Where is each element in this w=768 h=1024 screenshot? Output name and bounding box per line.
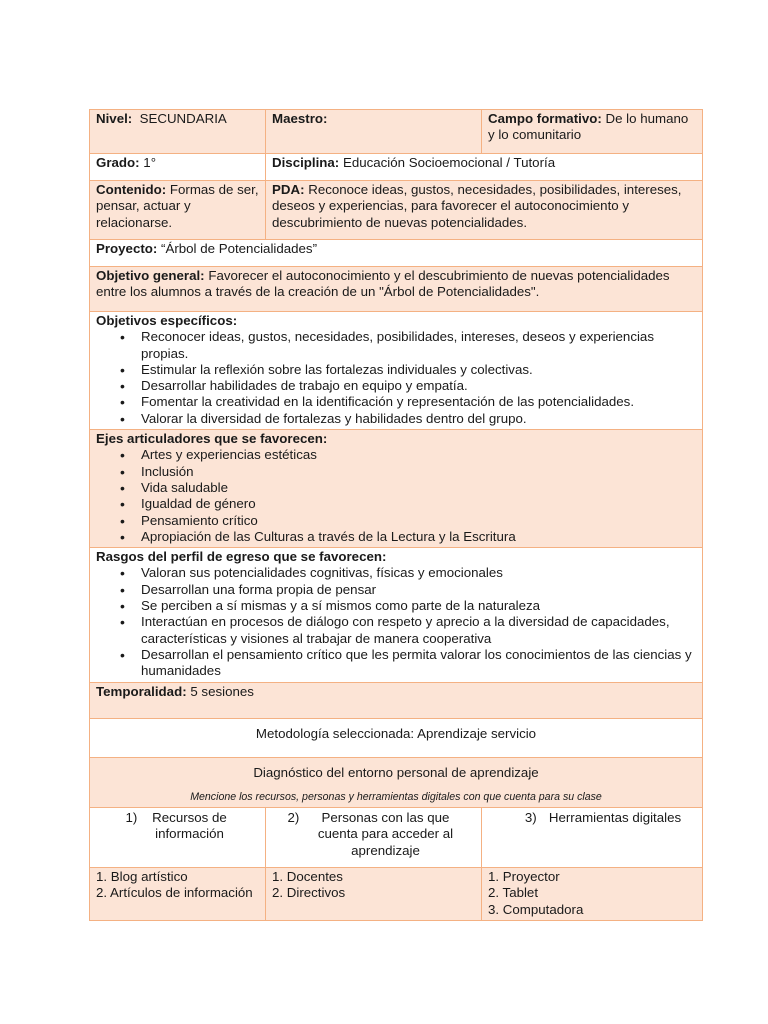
herramientas-title: Herramientas digitales — [548, 810, 682, 826]
herramientas-number: 3) — [524, 810, 537, 826]
diagnostico-subtitle: Mencione los recursos, personas y herramientas digitales con que cuenta para su clase — [190, 790, 602, 803]
campo-cell — [482, 110, 703, 154]
list-item: • Se perciben a sí mismas y a sí mismos como parte de la naturaleza — [141, 598, 696, 614]
list-item: • Pensamiento crítico — [141, 513, 696, 529]
columns-header-row — [90, 808, 703, 868]
contenido-value: Formas de ser, pensar, actuar y relacionarse. — [96, 182, 259, 230]
objetivos-especificos-row — [90, 312, 703, 430]
grado-label: Grado: — [96, 155, 140, 170]
temporalidad-row — [90, 682, 703, 718]
list-item: • Desarrollar habilidades de trabajo en equipo y empatía. — [141, 378, 696, 394]
objetivos-especificos-cell — [90, 312, 703, 430]
personas-header-cell — [266, 808, 482, 868]
proyecto-row — [90, 240, 703, 267]
proyecto-value: “Árbol de Potencialidades” — [161, 241, 318, 256]
list-item: • Inclusión — [141, 464, 696, 480]
objetivos-especificos-label: Objetivos específicos: — [96, 313, 238, 328]
rasgos-row — [90, 548, 703, 682]
list-item: • Fomentar la creatividad en la identificación y representación de las potencialidades. — [141, 394, 696, 410]
list-item: 2. Artículos de información — [96, 885, 253, 901]
contenido-row — [90, 181, 703, 240]
list-item: • Artes y experiencias estéticas — [141, 447, 696, 463]
proyecto-label: Proyecto: — [96, 241, 158, 256]
rasgos-cell — [90, 548, 703, 682]
resources-row — [90, 868, 703, 921]
ejes-list — [96, 447, 696, 545]
list-item: • Reconocer ideas, gustos, necesidades, posibilidades, intereses, deseos y experiencias propias. — [141, 329, 696, 362]
recursos-cell — [90, 868, 266, 921]
list-item: 1. Blog artístico — [96, 869, 188, 885]
grado-row — [90, 154, 703, 181]
proyecto-cell — [90, 240, 703, 267]
list-item: • Valorar la diversidad de fortalezas y habilidades dentro del grupo. — [141, 411, 696, 427]
list-item: 2. Tablet — [488, 885, 539, 901]
list-item: 1. Proyector — [488, 869, 560, 885]
contenido-cell — [90, 181, 266, 240]
list-item: • Valoran sus potencialidades cognitivas, físicas y emocionales — [141, 565, 696, 581]
diagnostico-cell — [90, 757, 703, 808]
campo-label: Campo formativo: — [488, 111, 602, 126]
objetivo-general-value: Favorecer el autoconocimiento y el descubrimiento de nuevas potencialidades entre los alumnos a través de la creación de un "Árbol de Potencialidades". — [96, 268, 670, 300]
metodologia-cell — [90, 718, 703, 757]
diagnostico-title: Diagnóstico del entorno personal de aprendizaje — [253, 764, 539, 780]
list-item: • Igualdad de género — [141, 496, 696, 512]
maestro-cell — [266, 110, 482, 154]
objetivo-general-label: Objetivo general: — [96, 268, 205, 283]
list-item: • Desarrollan una forma propia de pensar — [141, 582, 696, 598]
nivel-cell — [90, 110, 266, 154]
herramientas-header-cell — [482, 808, 703, 868]
objetivos-especificos-list — [96, 329, 696, 427]
metodologia-text: Metodología seleccionada: Aprendizaje servicio — [255, 725, 537, 741]
lesson-plan-document — [89, 109, 702, 921]
lesson-plan-table — [89, 109, 703, 921]
ejes-label: Ejes articuladores que se favorecen: — [96, 431, 328, 447]
list-item: • Vida saludable — [141, 480, 696, 496]
objetivo-general-cell — [90, 267, 703, 312]
ejes-row — [90, 430, 703, 548]
list-item: 3. Computadora — [488, 901, 584, 917]
personas-cell — [266, 868, 482, 921]
disciplina-cell — [266, 154, 703, 181]
disciplina-value: Educación Socioemocional / Tutoría — [342, 155, 556, 170]
campo-value: De lo humano y lo comunitario — [488, 111, 689, 143]
ejes-cell — [90, 430, 703, 548]
grado-cell — [90, 154, 266, 181]
list-item: • Estimular la reflexión sobre las fortalezas individuales y colectivas. — [141, 362, 696, 378]
herramientas-cell — [482, 868, 703, 921]
contenido-label: Contenido: — [96, 182, 167, 197]
pda-value: Reconoce ideas, gustos, necesidades, posibilidades, intereses, deseos y experiencias, para favorecer el autoconocimiento y descubrimiento de nuevas potencialidades. — [272, 182, 682, 230]
list-item: • Apropiación de las Culturas a través de la Lectura y la Escritura — [141, 529, 696, 545]
temporalidad-label: Temporalidad: — [96, 683, 187, 699]
nivel-label: Nivel: — [96, 111, 133, 126]
recursos-number: 1) — [125, 810, 138, 826]
pda-label: PDA: — [272, 182, 305, 197]
rasgos-list — [96, 565, 696, 679]
list-item: 1. Docentes — [272, 869, 343, 885]
disciplina-label: Disciplina: — [272, 155, 340, 170]
header-row — [90, 110, 703, 154]
recursos-title: Recursos de información — [152, 810, 227, 842]
temporalidad-cell — [90, 682, 703, 718]
metodologia-row — [90, 718, 703, 757]
grado-value: 1° — [143, 155, 157, 170]
temporalidad-value: 5 sesiones — [190, 683, 254, 699]
list-item: • Interactúan en procesos de diálogo con respeto y aprecio a la diversidad de capacidades, características y visiones al trabajar de manera cooperativa — [141, 614, 696, 647]
objetivo-general-row — [90, 267, 703, 312]
rasgos-label: Rasgos del perfil de egreso que se favorecen: — [96, 549, 387, 565]
list-item: 2. Directivos — [272, 885, 346, 901]
personas-number: 2) — [287, 810, 300, 826]
personas-title: Personas con las que cuenta para acceder al aprendizaje — [317, 810, 454, 858]
pda-cell — [266, 181, 703, 240]
nivel-value: SECUNDARIA — [139, 111, 227, 126]
diagnostico-row — [90, 757, 703, 808]
list-item: • Desarrollan el pensamiento crítico que les permita valorar los conocimientos de las ciencias y humanidades — [141, 647, 696, 680]
maestro-label: Maestro: — [272, 111, 328, 126]
recursos-header-cell — [90, 808, 266, 868]
